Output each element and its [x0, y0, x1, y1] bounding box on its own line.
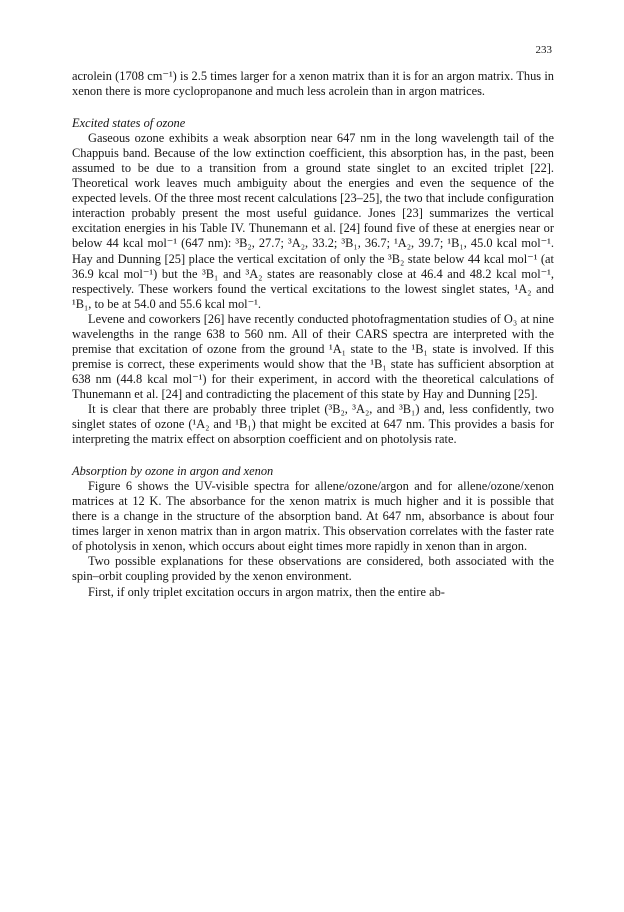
paragraph-figure-6: Figure 6 shows the UV-visible spectra for allene/ozone/argon and for allene/ozone/xenon matrices at 12 K. The absorbance for the xenon matrix is much higher and it is possible that there is a change in the structure of the absorption band. At 647 nm, absorbance is about four times larger in xenon matrix than in argon matrix. This observation correlates with the faster rate of photolysis in xenon, which occurs about eight times more rapidly in xenon than in argon. [72, 479, 554, 554]
paragraph-gaseous-ozone: Gaseous ozone exhibits a weak absorption near 647 nm in the long wavelength tail of the Chappuis band. Because of the low extinction coefficient, this absorption has, in the past, been assumed to be due to a transition from a ground state singlet to an excited triplet [22]. Theoretical work leaves much ambiguity about the energies and even the sequence of the expected levels. Of the three most recent calculations [23–25], the two that include configuration interaction probably present the most useful guidance. Jones [23] summarizes the vertical excitation energies in his Table IV. Thunemann et al. [24] found five of these at energies near or below 44 kcal mol⁻¹ (647 nm): ³B₂, 27.7; ³A₂, 33.2; ³B₁, 36.7; ¹A₂, 39.7; ¹B₁, 45.0 kcal mol⁻¹. Hay and Dunning [25] place the vertical excitation of only the ³B₂ state below 44 kcal mol⁻¹ (at 36.9 kcal mol⁻¹) but the ³B₁ and ³A₂ states are reasonably close at 46.4 and 48.2 kcal mol⁻¹, respectively. These workers found the vertical excitations to the lowest singlet states, ¹A₂ and ¹B₁, to be at 54.0 and 55.6 kcal mol⁻¹. [72, 131, 554, 311]
paragraph-first: First, if only triplet excitation occurs in argon matrix, then the entire ab- [88, 584, 445, 599]
page-number: 233 [535, 44, 552, 56]
section-heading-excited-states: Excited states of ozone [72, 116, 186, 131]
paragraph-explanations: Two possible explanations for these observations are considered, both associated with the spin–orbit coupling provided by the xenon environment. [72, 554, 554, 584]
paragraph-acrolein: acrolein (1708 cm⁻¹) is 2.5 times larger for a xenon matrix than it is for an argon matrix. Thus in xenon there is more cyclopropanone and much less acrolein than in argon matrices. [72, 69, 554, 99]
body-text [72, 69, 554, 600]
section-heading-absorption: Absorption by ozone in argon and xenon [72, 464, 274, 479]
paragraph-levene: Levene and coworkers [26] have recently conducted photofragmentation studies of O₃ at nine wavelengths in the range 638 to 560 nm. All of their CARS spectra are interpreted with the premise that excitation of ozone from the ground ¹A₁ state to the ¹B₁ state is involved. If this premise is correct, these experiments would show that the ¹B₁ state has sufficient absorption at 638 nm (44.8 kcal mol⁻¹) for their experiment, in accord with the theoretical calculations of Thunemann et al. [24] and contradicting the placement of this state by Hay and Dunning [25]. [72, 311, 554, 401]
paragraph-triplet-states: It is clear that there are probably three triplet (³B₂, ³A₂, and ³B₁) and, less confidently, two singlet states of ozone (¹A₂ and ¹B₁) that might be excited at 647 nm. This provides a basis for interpreting the matrix effect on absorption coefficient and on photolysis rate. [72, 401, 554, 447]
